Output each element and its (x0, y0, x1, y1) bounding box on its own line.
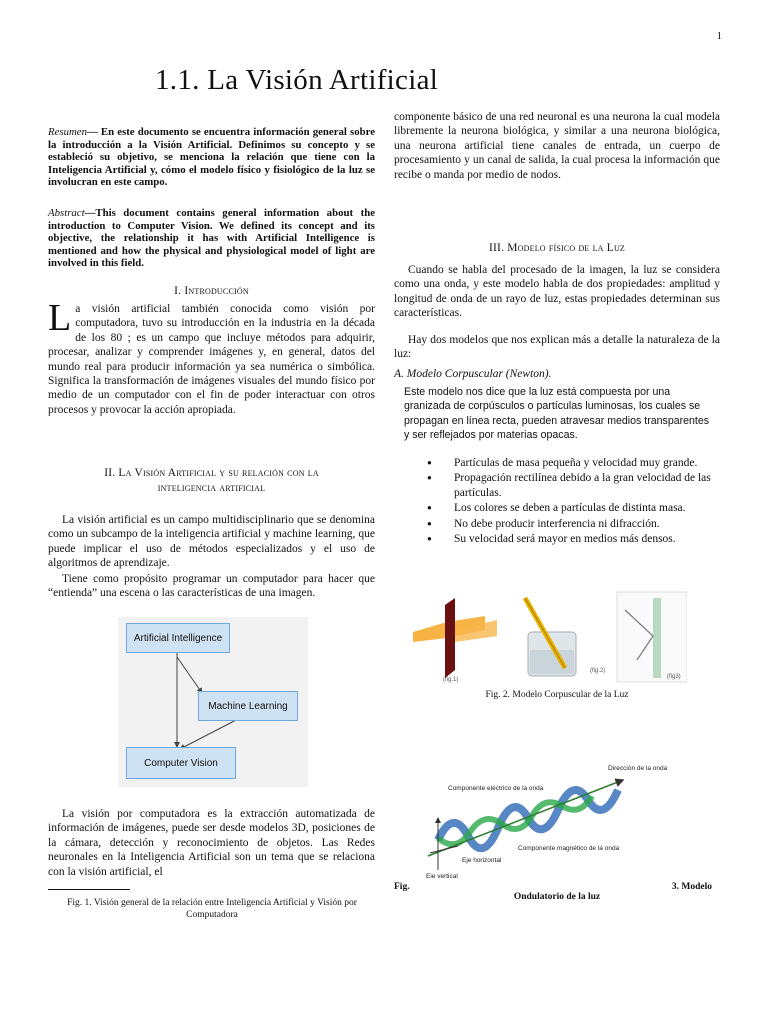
section-2-heading-line1: II. La Visión Artificial y su relación con la (104, 467, 319, 479)
diagram-box-ai: Artificial Intelligence (126, 623, 230, 653)
section-3-p1: Cuando se habla del procesado de la imagen, la luz se considera como una onda, y este modelo habla de dos propiedades: amplitud y longitud de onda de un rayo de luz, estas propiedades determinan sus características. (394, 264, 720, 320)
section-2-heading-line2: inteligencia artificial (157, 482, 266, 494)
abstract-en-text: —This document contains general information about the introduction to Computer Vision. We defined its concept and its objective, the relationship it has with Artificial Intelligence is mentioned and how the physical and physiological model of light are involved in this field. (48, 207, 375, 270)
wave-label-horizontal: Eje horizontal (462, 857, 502, 864)
diagram-box-cv: Computer Vision (126, 747, 236, 779)
section-1-text: a visión artificial también conocida como visión por computadora, tuvo su introducción en la industria en la década de los 80 ; es un campo que incluye métodos para adquirir, procesar, analizar y comprender imágenes y, en general, datos del mundo real para producir información ya sea numérica o simbólica. Significa la transformación de imágenes visuales del mundo físico por medio de un computador con el fin de poder interactuar con otros procesos y provocar la acción apropiada. (48, 303, 375, 416)
fig-3-caption-right: 3. Modelo (671, 882, 712, 892)
abstract-en-label: Abstract (48, 207, 85, 219)
section-2-p3: La visión por computadora es la extracción automatizada de información de imágenes, puede ser desde modelos 3D, posiciones de la cámara, detección y reconocimiento de objetos. Las Redes neuronales en la Inteligencia Artificial son un tema que se relaciona con la visión artificial, el (48, 808, 375, 878)
fig-1-caption: Fig. 1. Visión general de la relación entre Inteligencia Artificial y Visión por Computadora (67, 898, 357, 920)
wave-label-magnetic: Componente magnético de la onda (518, 845, 620, 852)
bullet-list (427, 456, 727, 547)
fig2-label-3: (fig3) (667, 674, 681, 680)
fig-2-caption: Fig. 2. Modelo Corpuscular de la Luz (485, 690, 629, 700)
footnote-rule (48, 889, 130, 890)
right-col-continuation: componente básico de una red neuronal es una neurona la cual modela libremente la neurona biológica, y similar a una neurona biológica, una neurona artificial tiene canales de entrada, un cuerpo de procesamiento y un canal de salida, la cual procesa la información que recibe o manda por medio de nodos. (394, 111, 720, 181)
fig-3-caption (394, 882, 720, 902)
dropcap: L (48, 297, 72, 339)
ai-diagram (118, 617, 308, 787)
abstract-es-label: Resumen (48, 126, 87, 138)
fig-3-caption-left: Fig. (394, 882, 410, 892)
fig-3-wave-illustration (418, 758, 678, 878)
section-3-heading: III. Modelo físico de la Luz (488, 242, 626, 254)
page-title: 1.1. La Visión Artificial (155, 64, 439, 96)
page-number: 1 (716, 30, 722, 42)
fig2-label-2: (fig.2) (590, 668, 606, 674)
fig-2-illustration (405, 590, 687, 685)
fig-3-caption-line1 (394, 882, 720, 892)
section-3-p3: Este modelo nos dice que la luz está compuesta por una granizada de corpúsculos o partículas luminosas, los cuales se propagan en línea recta, pueden atravesar medios transparentes y ser reflejados por materias opacas. (404, 386, 710, 441)
diagram-box-ml: Machine Learning (198, 691, 298, 721)
list-item: ● Propagación rectilínea debido a la gran velocidad de las partículas. (427, 471, 727, 500)
fig-3-caption-line2: Ondulatorio de la luz (513, 892, 601, 902)
section-1-body (48, 297, 375, 417)
section-3-subheading: A. Modelo Corpuscular (Newton). (394, 368, 552, 380)
abstract-es (48, 126, 375, 189)
wave-diagram (418, 758, 678, 878)
wave-label-vertical: Eje vertical (426, 873, 458, 878)
abstract-es-text: — En este documento se encuentra información general sobre la introducción a la Visión Artificial. Definimos su concepto y se estableció su objetivo, se menciona la relación que tiene con la Inteligencia Artificial y, cómo el modelo físico y fisiológico de la luz se involucran en este campo. (48, 126, 375, 189)
fig2-label-1: (fig.1) (443, 677, 459, 683)
section-2-heading (48, 466, 375, 496)
section-1-heading: I. Introducción (174, 285, 249, 297)
section-3-p2: Hay dos modelos que nos explican más a detalle la naturaleza de la luz: (394, 334, 720, 361)
section-2-p2: Tiene como propósito programar un computador para hacer que “entienda” una escena o las características de una imagen. (48, 573, 375, 600)
corpuscular-figures (405, 590, 687, 685)
list-item: ● Los colores se deben a partículas de distinta masa. (427, 501, 727, 515)
wave-label-direction: Dirección de la onda (608, 765, 668, 772)
abstract-en (48, 207, 375, 270)
wave-label-electric: Componente eléctrico de la onda (448, 785, 544, 792)
list-item: ● No debe producir interferencia ni difracción. (427, 517, 727, 531)
list-item: ● Partículas de masa pequeña y velocidad muy grande. (427, 456, 727, 470)
section-2-p1: La visión artificial es un campo multidisciplinario que se denomina como un subcampo de la inteligencia artificial y machine learning, que puede implicar el uso de métodos especializados y el uso de algoritmos de aprendizaje. (48, 514, 375, 570)
list-item: ● Su velocidad será mayor en medios más densos. (427, 532, 727, 546)
